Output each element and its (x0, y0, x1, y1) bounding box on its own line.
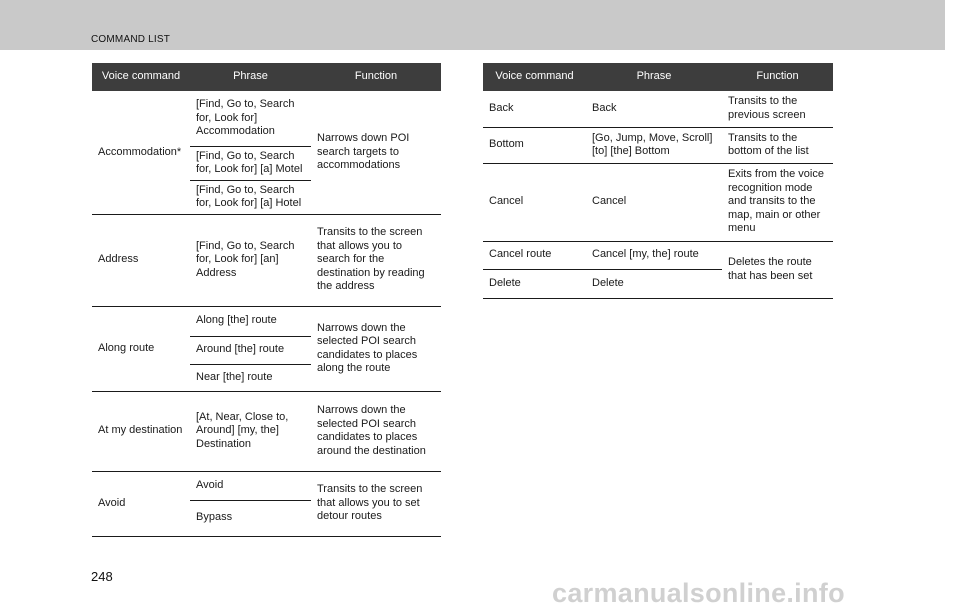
table-row (483, 91, 833, 127)
table-row (92, 391, 441, 471)
voice-command-cell: Delete (483, 269, 586, 298)
table-row (92, 91, 441, 146)
column-header-voice-command: Voice command (483, 63, 586, 91)
watermark-logo: carmanualsonline.info (552, 578, 845, 608)
voice-command-cell: Back (483, 91, 586, 127)
column-header-function: Function (311, 63, 441, 91)
voice-command-cell: Avoid (92, 471, 190, 536)
table-row (92, 214, 441, 306)
table-row (92, 471, 441, 500)
table-header-row (92, 63, 441, 91)
function-cell: Narrows down POI search targets to accommodations (311, 91, 441, 214)
phrase-cell: Avoid (190, 471, 311, 500)
voice-command-cell: Accommodation* (92, 91, 190, 214)
function-cell: Transits to the screen that allows you to search for the destination by reading the address (311, 214, 441, 306)
phrase-cell: Along [the] route (190, 306, 311, 336)
function-cell: Narrows down the selected POI search candidates to places around the destination (311, 391, 441, 471)
table-row (483, 127, 833, 163)
table-row (483, 241, 833, 269)
command-table-right (483, 63, 833, 299)
phrase-cell: [Go, Jump, Move, Scroll] [to] [the] Bottom (586, 127, 722, 163)
function-cell: Transits to the bottom of the list (722, 127, 833, 163)
phrase-cell: Cancel [my, the] route (586, 241, 722, 269)
table-row (483, 163, 833, 241)
phrase-cell: [Find, Go to, Search for, Look for] [a] Hotel (190, 180, 311, 214)
function-cell: Deletes the route that has been set (722, 241, 833, 298)
page-header-title: COMMAND LIST (91, 34, 171, 45)
phrase-cell: Near [the] route (190, 364, 311, 391)
table-header-row (483, 63, 833, 91)
voice-command-cell: Along route (92, 306, 190, 391)
voice-command-cell: Cancel route (483, 241, 586, 269)
phrase-cell: Bypass (190, 500, 311, 536)
column-header-voice-command: Voice command (92, 63, 190, 91)
column-header-phrase: Phrase (190, 63, 311, 91)
function-cell: Exits from the voice recognition mode and transits to the map, main or other menu (722, 163, 833, 241)
function-cell: Transits to the screen that allows you to set detour routes (311, 471, 441, 536)
phrase-cell: Around [the] route (190, 336, 311, 364)
voice-command-cell: Address (92, 214, 190, 306)
table-row (92, 306, 441, 336)
phrase-cell: [At, Near, Close to, Around] [my, the] Destination (190, 391, 311, 471)
phrase-cell: Cancel (586, 163, 722, 241)
phrase-cell: [Find, Go to, Search for, Look for] [an] Address (190, 214, 311, 306)
phrase-cell: [Find, Go to, Search for, Look for] Accommodation (190, 91, 311, 146)
voice-command-cell: Bottom (483, 127, 586, 163)
voice-command-cell: Cancel (483, 163, 586, 241)
page-number: 248 (91, 569, 113, 584)
phrase-cell: [Find, Go to, Search for, Look for] [a] Motel (190, 146, 311, 180)
column-header-phrase: Phrase (586, 63, 722, 91)
phrase-cell: Delete (586, 269, 722, 298)
column-header-function: Function (722, 63, 833, 91)
voice-command-cell: At my destination (92, 391, 190, 471)
function-cell: Transits to the previous screen (722, 91, 833, 127)
command-table-left (92, 63, 441, 537)
function-cell: Narrows down the selected POI search candidates to places along the route (311, 306, 441, 391)
phrase-cell: Back (586, 91, 722, 127)
